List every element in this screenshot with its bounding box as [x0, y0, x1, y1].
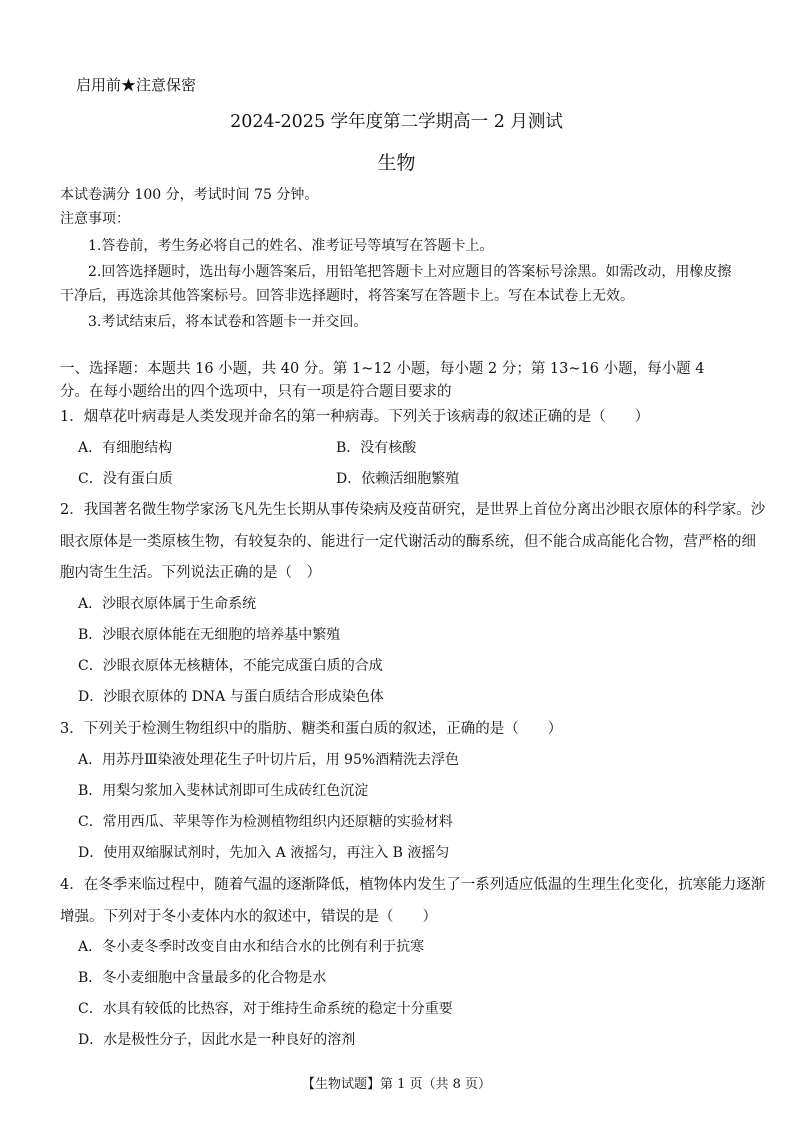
option: D．依赖活细胞繁殖: [336, 471, 460, 487]
exam-title: 2024-2025 学年度第二学期高一 2 月测试: [230, 112, 563, 132]
option: A．冬小麦冬季时改变自由水和结合水的比例有利于抗寒: [78, 939, 425, 955]
page-footer: 【生物试题】第 1 页（共 8 页）: [301, 1077, 492, 1092]
question-stem-continued: 眼衣原体是一类原核生物，有较复杂的、能进行一定代谢活动的酶系统，但不能合成高能化合物，营严格的细: [60, 534, 756, 550]
section-heading: 一、选择题：本题共 16 小题，共 40 分。第 1~12 小题，每小题 2 分；第 13~16 小题，每小题 4: [60, 361, 705, 377]
notice-item-continued: 干净后，再选涂其他答案标号。回答非选择题时，将答案写在答题卡上。写在本试卷上无效。: [60, 288, 634, 304]
notice-item: 1.答卷前，考生务必将自己的姓名、准考证号等填写在答题卡上。: [88, 238, 494, 254]
option: A．用苏丹Ⅲ染液处理花生子叶切片后，用 95%酒精洗去浮色: [78, 752, 460, 768]
subject-title: 生物: [377, 152, 416, 174]
option: C．水具有较低的比热容，对于维持生命系统的稳定十分重要: [78, 1001, 453, 1017]
question-stem-continued: 胞内寄生生活。下列说法正确的是（ ）: [60, 565, 321, 581]
option: A．有细胞结构: [78, 440, 173, 456]
notice-heading: 注意事项：: [60, 211, 130, 227]
question-stem: 4．在冬季来临过程中，随着气温的逐渐降低，植物体内发生了一系列适应低温的生理生化变化，抗寒能力逐渐: [60, 877, 766, 893]
option: C．常用西瓜、苹果等作为检测植物组织内还原糖的实验材料: [78, 814, 453, 830]
notice-item: 3.考试结束后，将本试卷和答题卡一并交回。: [88, 314, 368, 330]
question-stem-continued: 增强。下列对于冬小麦体内水的叙述中，错误的是（ ）: [60, 909, 437, 925]
option: B．没有核酸: [336, 440, 417, 456]
option: B．用梨匀浆加入斐林试剂即可生成砖红色沉淀: [78, 783, 369, 799]
notice-item: 2.回答选择题时，选出每小题答案后，用铅笔把答题卡上对应题目的答案标号涂黑。如需改动，用橡皮擦: [88, 264, 732, 280]
option: D．水是极性分子，因此水是一种良好的溶剂: [78, 1032, 356, 1048]
score-info: 本试卷满分 100 分，考试时间 75 分钟。: [60, 187, 319, 203]
confidential-label: 启用前★注意保密: [76, 76, 197, 94]
option: D．使用双缩脲试剂时，先加入 A 液摇匀，再注入 B 液摇匀: [78, 845, 450, 861]
option: D．沙眼衣原体的 DNA 与蛋白质结合形成染色体: [78, 689, 384, 705]
question-stem: 3．下列关于检测生物组织中的脂肪、糖类和蛋白质的叙述，正确的是（ ）: [60, 721, 563, 737]
option: B．冬小麦细胞中含量最多的化合物是水: [78, 970, 327, 986]
option: A．沙眼衣原体属于生命系统: [78, 596, 257, 612]
question-stem: 1．烟草花叶病毒是人类发现并命名的第一种病毒。下列关于该病毒的叙述正确的是（ ）: [60, 409, 650, 425]
section-heading-continued: 分。在每小题给出的四个选项中，只有一项是符合题目要求的: [60, 384, 452, 400]
question-stem: 2．我国著名微生物学家汤飞凡先生长期从事传染病及疫苗研究，是世界上首位分离出沙眼衣原体的科学家。沙: [60, 502, 766, 518]
option: C．沙眼衣原体无核糖体，不能完成蛋白质的合成: [78, 658, 383, 674]
option: B．沙眼衣原体能在无细胞的培养基中繁殖: [78, 627, 341, 643]
option: C．没有蛋白质: [78, 471, 173, 487]
